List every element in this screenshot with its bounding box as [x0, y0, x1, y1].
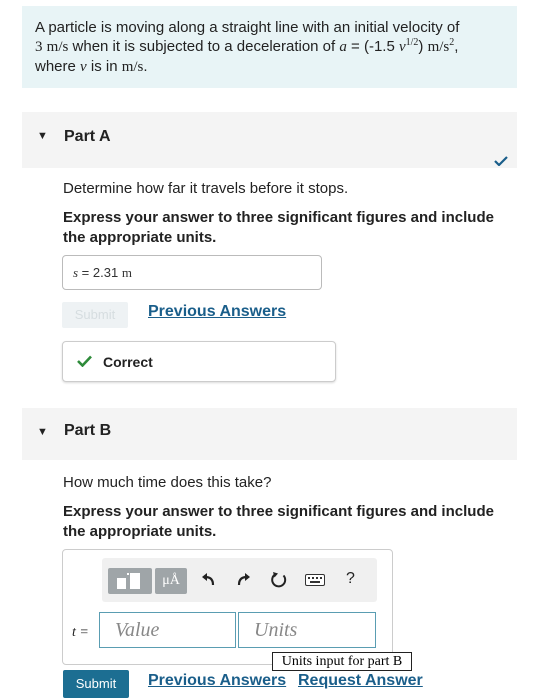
- keyboard-icon[interactable]: [305, 574, 325, 586]
- problem-statement: [22, 6, 517, 88]
- help-icon[interactable]: ?: [346, 570, 355, 587]
- templates-icon: [108, 568, 152, 594]
- redo-icon[interactable]: [235, 573, 251, 587]
- part-b-title: Part B: [64, 422, 112, 439]
- part-b-previous-answers-link[interactable]: Previous Answers: [148, 672, 287, 689]
- undo-icon[interactable]: [201, 573, 217, 587]
- problem-line-3: where v is in m/s.: [35, 58, 148, 75]
- part-b-question: How much time does this take?: [63, 474, 272, 491]
- part-a-header[interactable]: [22, 112, 517, 168]
- part-a-previous-answers-link[interactable]: Previous Answers: [148, 303, 287, 320]
- request-answer-link[interactable]: Request Answer: [298, 672, 423, 689]
- part-b-header[interactable]: [22, 408, 517, 460]
- part-b-submit-button[interactable]: Submit: [63, 670, 129, 698]
- units-button[interactable]: μÅ: [155, 568, 187, 594]
- problem-line-2: 3 m/s when it is subjected to a deceleration of a = (-1.5 $v^{1/2}$) $m/s^2$,: [35, 37, 459, 55]
- units-tooltip: Units input for part B: [272, 652, 412, 671]
- part-a-question: Determine how far it travels before it stops.: [63, 180, 349, 197]
- correct-check-icon: [77, 355, 92, 367]
- units-input[interactable]: Units: [238, 612, 376, 648]
- value-input[interactable]: Value: [99, 612, 236, 648]
- caret-down-icon[interactable]: ▼: [37, 130, 48, 142]
- correct-feedback-box: [62, 341, 336, 382]
- caret-down-icon[interactable]: ▼: [37, 426, 48, 438]
- problem-line-1: A particle is moving along a straight line with an initial velocity of: [35, 19, 460, 36]
- checkmark-icon: [494, 156, 508, 166]
- part-a-title: Part A: [64, 128, 111, 145]
- part-a-instructions: Express your answer to three significant figures and include the appropriate units.: [63, 209, 494, 246]
- reset-icon[interactable]: [270, 571, 288, 589]
- t-variable-label: t =: [72, 625, 89, 640]
- templates-button[interactable]: [108, 568, 152, 594]
- correct-label: Correct: [103, 354, 153, 370]
- part-a-submit-button[interactable]: Submit: [62, 302, 128, 328]
- part-b-instructions: Express your answer to three significant figures and include the appropriate units.: [63, 503, 494, 540]
- part-a-answer-field[interactable]: s = 2.31 m: [62, 255, 322, 290]
- math-toolbar: [102, 558, 377, 602]
